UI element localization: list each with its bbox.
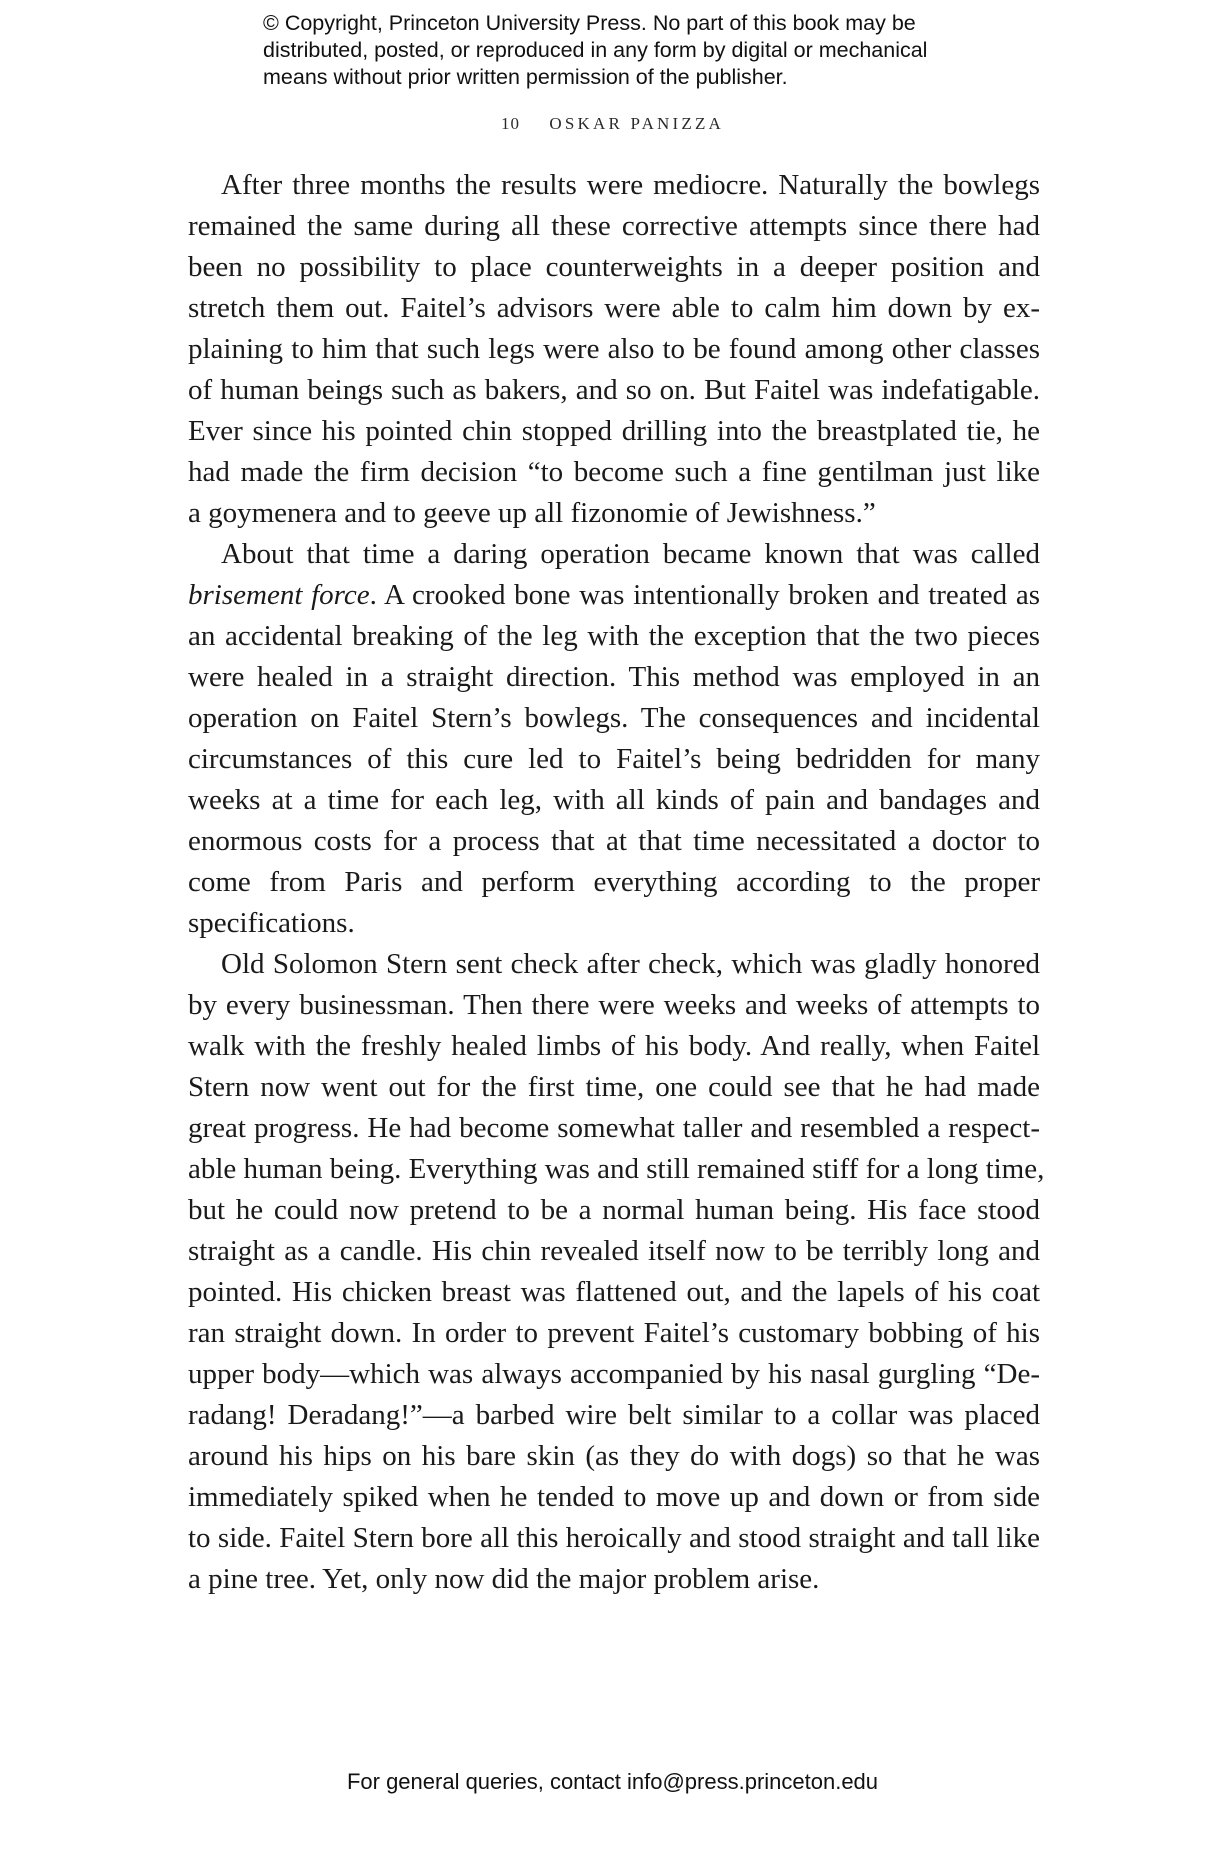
body-text bbox=[188, 165, 1045, 1600]
text-line: Stern now went out for the first time, one could see that he had made bbox=[188, 1071, 1040, 1103]
text-line: a pine tree. Yet, only now did the major problem arise. bbox=[188, 1563, 820, 1595]
text-line: Ever since his pointed chin stopped drilling into the breastplated tie, he bbox=[188, 415, 1040, 447]
copyright-line: distributed, posted, or reproduced in any form by digital or mechanical bbox=[263, 38, 928, 62]
italic-phrase: brisement force bbox=[188, 579, 370, 611]
text-line: remained the same during all these corrective attempts since there had bbox=[188, 210, 1040, 242]
text-line: enormous costs for a process that at that time necessitated a doctor to bbox=[188, 825, 1040, 857]
text-line: ran straight down. In order to prevent Faitel’s customary bobbing of his bbox=[188, 1317, 1040, 1349]
text-line: an accidental breaking of the leg with the exception that the two pieces bbox=[188, 620, 1040, 652]
running-head-author: OSKAR PANIZZA bbox=[549, 114, 725, 133]
text-line: immediately spiked when he tended to move up and down or from side bbox=[188, 1481, 1040, 1513]
text-line: radang! Deradang!”—a barbed wire belt similar to a collar was placed bbox=[188, 1399, 1040, 1431]
text-line: great progress. He had become somewhat taller and resembled a respect- bbox=[188, 1112, 1040, 1144]
text-line: operation on Faitel Stern’s bowlegs. The consequences and incidental bbox=[188, 702, 1040, 734]
text-line: around his hips on his bare skin (as they do with dogs) so that he was bbox=[188, 1440, 1040, 1472]
text-line: but he could now pretend to be a normal human being. His face stood bbox=[188, 1194, 1040, 1226]
text-line: circumstances of this cure led to Faitel’s being bedridden for many bbox=[188, 743, 1040, 775]
text-line: weeks at a time for each leg, with all kinds of pain and bandages and bbox=[188, 784, 1040, 816]
text-line: specifications. bbox=[188, 907, 355, 939]
text-line: About that time a daring operation became known that was called bbox=[221, 538, 1040, 570]
text-line: come from Paris and perform everything according to the proper bbox=[188, 866, 1040, 898]
copyright-notice bbox=[263, 10, 983, 91]
text-line: Old Solomon Stern sent check after check, which was gladly honored bbox=[221, 948, 1040, 980]
text-line: to side. Faitel Stern bore all this heroically and stood straight and tall like bbox=[188, 1522, 1040, 1554]
text-line: had made the firm decision “to become such a fine gentilman just like bbox=[188, 456, 1040, 488]
text-line: able human being. Everything was and still remained stiff for a long time, bbox=[188, 1153, 1045, 1185]
text-line: stretch them out. Faitel’s advisors were able to calm him down by ex- bbox=[188, 292, 1040, 324]
text-line: been no possibility to place counterweights in a deeper position and bbox=[188, 251, 1040, 283]
text-line: After three months the results were mediocre. Naturally the bowlegs bbox=[221, 169, 1040, 201]
text-line: of human beings such as bakers, and so on. But Faitel was indefatigable. bbox=[188, 374, 1040, 406]
text-line: straight as a candle. His chin revealed itself now to be terribly long and bbox=[188, 1235, 1040, 1267]
text-line: pointed. His chicken breast was flattened out, and the lapels of his coat bbox=[188, 1276, 1040, 1308]
text-line: brisement force. A crooked bone was intentionally broken and treated as bbox=[188, 579, 1040, 611]
page-number: 10 bbox=[500, 114, 520, 133]
paragraph-3 bbox=[188, 944, 1045, 1600]
running-head bbox=[0, 114, 1225, 134]
copyright-line: means without prior written permission of the publisher. bbox=[263, 65, 788, 89]
text-line: walk with the freshly healed limbs of his body. And really, when Faitel bbox=[188, 1030, 1040, 1062]
text-line: were healed in a straight direction. This method was employed in an bbox=[188, 661, 1040, 693]
text-line: upper body—which was always accompanied by his nasal gurgling “De- bbox=[188, 1358, 1040, 1390]
paragraph-2 bbox=[188, 534, 1040, 944]
text-line: a goymenera and to geeve up all fizonomie of Jewishness.” bbox=[188, 497, 876, 529]
paragraph-1 bbox=[188, 165, 1040, 534]
copyright-line: © Copyright, Princeton University Press. No part of this book may be bbox=[263, 11, 916, 35]
footer-contact: For general queries, contact info@press.princeton.edu bbox=[346, 1769, 879, 1794]
text-line: plaining to him that such legs were also to be found among other classes bbox=[188, 333, 1040, 365]
text-line: by every businessman. Then there were weeks and weeks of attempts to bbox=[188, 989, 1040, 1021]
